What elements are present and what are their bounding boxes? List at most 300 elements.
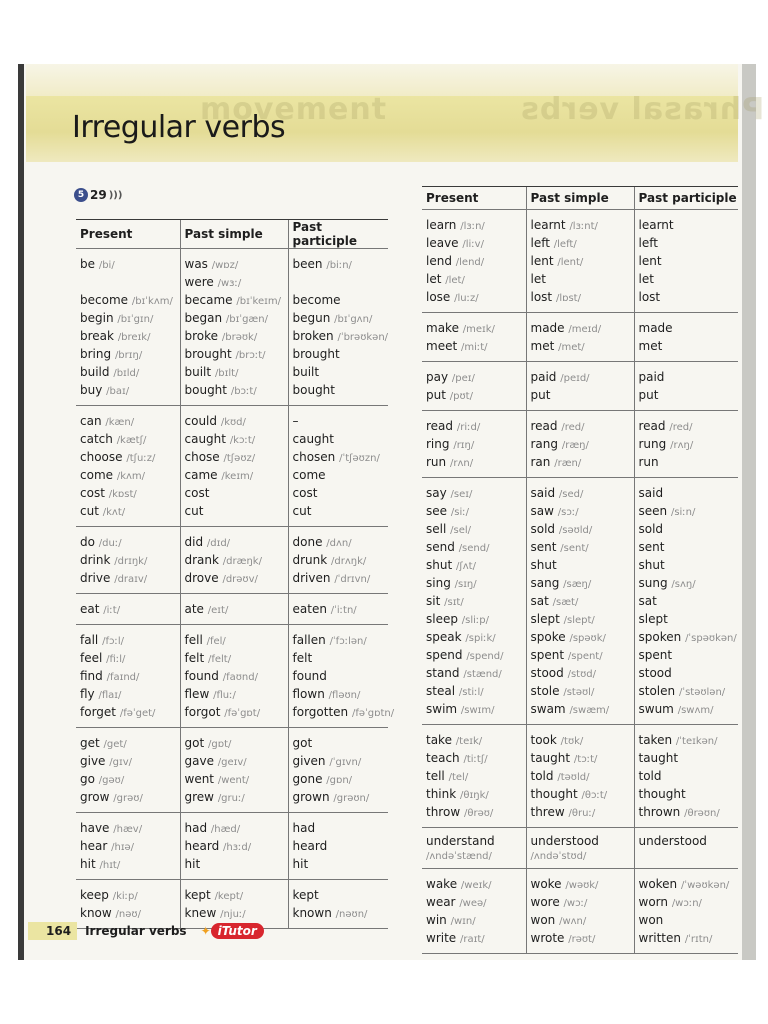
phonetic-transcription: /breɪk/ (117, 332, 151, 343)
verb-entry (293, 502, 389, 520)
verb-form: grow (80, 790, 110, 804)
phonetic-transcription: /wɔːn/ (671, 898, 702, 909)
verb-entry (639, 417, 739, 435)
table-row (422, 725, 738, 828)
phonetic-transcription: /təʊld/ (557, 772, 590, 783)
verb-form: ate (184, 602, 204, 616)
verb-form: stole (530, 684, 560, 698)
verb-entry (185, 752, 288, 770)
verb-entry (80, 788, 180, 806)
verb-form: become (292, 293, 341, 307)
verb-group (422, 210, 738, 313)
phonetic-transcription: /luːz/ (454, 293, 479, 304)
present-cell (76, 594, 180, 625)
phonetic-transcription: /ʌndəˈstʊd/ (530, 851, 587, 862)
verb-entry (531, 288, 634, 306)
phonetic-transcription: /wɔː/ (563, 898, 588, 909)
verb-entry (293, 255, 389, 273)
verb-form: hit (80, 857, 96, 871)
star-icon: ✦ (200, 924, 211, 938)
phonetic-transcription: /went/ (217, 775, 250, 786)
phonetic-transcription: /θrəʊn/ (684, 808, 720, 819)
verb-form: worn (638, 895, 668, 909)
verb-group (422, 478, 738, 725)
past-participle-cell (288, 594, 388, 625)
table-row (76, 813, 388, 880)
verb-entry (80, 703, 180, 721)
verb-group (422, 411, 738, 478)
verb-entry (80, 255, 180, 273)
verb-entry (185, 484, 288, 502)
verb-form: sat (638, 594, 657, 608)
verb-form: hit (184, 857, 201, 871)
verb-form: gone (292, 772, 323, 786)
verb-form: bring (80, 347, 112, 361)
verb-form: – (292, 414, 299, 428)
verb-form: swam (530, 702, 566, 716)
phonetic-transcription: /peɪ/ (451, 373, 475, 384)
phonetic-transcription: /hɪt/ (99, 860, 121, 871)
phonetic-transcription: /duː/ (98, 538, 122, 549)
verb-form: paid (530, 370, 557, 384)
present-cell (422, 210, 526, 313)
past-simple-cell (180, 625, 288, 728)
verb-entry (531, 453, 634, 471)
phonetic-transcription: /baɪ/ (106, 386, 130, 397)
verb-entry (531, 502, 634, 520)
phonetic-transcription: /met/ (558, 342, 585, 353)
present-cell (422, 828, 526, 869)
verb-entry (293, 685, 389, 703)
verb-entry (80, 770, 180, 788)
verb-form: broken (292, 329, 334, 343)
verb-form: lost (530, 290, 553, 304)
phonetic-transcription: /weɪk/ (460, 880, 492, 891)
verb-entry (639, 646, 739, 664)
verb-entry (531, 216, 634, 234)
verb-form: sang (530, 576, 560, 590)
verb-entry (531, 664, 634, 682)
verb-group (422, 869, 738, 954)
verb-form: drunk (292, 553, 328, 567)
verb-entry (185, 255, 288, 273)
verb-entry (185, 363, 288, 381)
verb-form: did (184, 535, 204, 549)
phonetic-transcription: /gɒt/ (208, 739, 232, 750)
verb-form: cut (80, 504, 99, 518)
phonetic-transcription: /spend/ (466, 651, 504, 662)
verb-entry (531, 270, 634, 288)
table-row (422, 313, 738, 362)
phonetic-transcription: /tiːtʃ/ (463, 754, 488, 765)
phonetic-transcription: /fiːl/ (106, 654, 126, 665)
audio-track-number: 29 (90, 188, 107, 202)
phonetic-transcription: /ˈtʃəʊzn/ (339, 453, 380, 464)
verb-entry (293, 569, 389, 587)
verb-entry (426, 502, 526, 520)
verb-form: hear (80, 839, 108, 853)
phonetic-transcription: /sliːp/ (461, 615, 490, 626)
phonetic-transcription: /stænd/ (463, 669, 502, 680)
phonetic-transcription: /kiːp/ (112, 891, 138, 902)
phonetic-transcription: /stiːl/ (458, 687, 484, 698)
verb-form: have (80, 821, 110, 835)
phonetic-transcription: /bɪˈgɪn/ (117, 314, 154, 325)
verb-form: knew (184, 906, 217, 920)
verb-form: rang (530, 437, 559, 451)
verb-entry (531, 929, 634, 947)
phonetic-transcription: /gruː/ (217, 793, 245, 804)
verb-form: bought (184, 383, 227, 397)
verb-entry (80, 904, 180, 922)
verb-entry (639, 368, 739, 386)
phonetic-transcription: /lɜːn/ (460, 221, 485, 232)
verb-entry (531, 875, 634, 893)
verb-form: wrote (530, 931, 565, 945)
phonetic-transcription: /keɪm/ (221, 471, 254, 482)
verb-entry (531, 682, 634, 700)
verb-entry (185, 273, 288, 291)
verb-form: pay (426, 370, 449, 384)
verb-form: sung (638, 576, 668, 590)
verb-form: sleep (426, 612, 458, 626)
verb-entry (531, 538, 634, 556)
column-header: Past simple (526, 187, 634, 210)
verb-entry (426, 556, 526, 574)
verb-form: cut (184, 504, 204, 518)
phonetic-transcription: /grəʊ/ (113, 793, 143, 804)
past-participle-cell (288, 813, 388, 880)
phonetic-transcription: /fəˈgɒt/ (224, 708, 261, 719)
verb-form: put (638, 388, 659, 402)
verb-entry (531, 417, 634, 435)
verb-form: bought (292, 383, 335, 397)
verb-entry (426, 803, 526, 821)
past-participle-cell (288, 625, 395, 728)
verb-form: begin (80, 311, 114, 325)
present-cell (422, 313, 526, 362)
table-header-row (422, 187, 738, 210)
phonetic-transcription: /drəʊv/ (222, 574, 258, 585)
verb-entry (80, 667, 180, 685)
verb-entry (293, 345, 389, 363)
verb-entry (531, 803, 634, 821)
verb-entry (426, 646, 526, 664)
past-participle-cell (288, 728, 388, 813)
verb-form: heard (292, 839, 328, 853)
verb-entry (531, 520, 634, 538)
verb-entry (639, 682, 739, 700)
verb-form: flown (292, 687, 325, 701)
verb-form: flew (184, 687, 210, 701)
verb-form: became (184, 293, 233, 307)
phonetic-transcription: /kept/ (214, 891, 244, 902)
present-cell (422, 869, 526, 954)
verb-form: slept (638, 612, 668, 626)
phonetic-transcription: /gɪv/ (109, 757, 132, 768)
table-row (76, 728, 388, 813)
phonetic-transcription: /iːt/ (103, 605, 121, 616)
verb-form: driven (292, 571, 331, 585)
phonetic-transcription: /rʌn/ (449, 458, 474, 469)
verb-group (422, 313, 738, 362)
phonetic-transcription: /tʃuːz/ (126, 453, 156, 464)
past-simple-cell (526, 313, 634, 362)
verb-form: got (292, 736, 313, 750)
verb-entry (185, 551, 288, 569)
verb-entry (185, 309, 288, 327)
verb-entry (531, 785, 634, 803)
itutor-logo (201, 923, 264, 939)
verb-form: was (184, 257, 208, 271)
verb-form: caught (184, 432, 226, 446)
verb-form: brought (184, 347, 232, 361)
column-header: Present (422, 187, 526, 210)
past-simple-cell (526, 725, 634, 828)
verb-form: learn (426, 218, 457, 232)
verb-form: teach (426, 751, 460, 765)
verb-form: find (80, 669, 103, 683)
past-participle-cell (288, 880, 388, 929)
verb-form: see (426, 504, 448, 518)
verb-form: shut (530, 558, 557, 572)
past-simple-cell (526, 210, 634, 313)
verb-form: write (426, 931, 457, 945)
verb-form: gave (184, 754, 214, 768)
verb-form: got (184, 736, 205, 750)
verb-form: seen (638, 504, 668, 518)
past-participle-cell (634, 478, 738, 725)
verb-form: become (80, 293, 129, 307)
phonetic-transcription: /hɜːd/ (223, 842, 252, 853)
verb-form: told (530, 769, 554, 783)
verb-entry (293, 855, 389, 873)
phonetic-transcription: /ˈgɪvn/ (329, 757, 362, 768)
verb-form: sent (638, 540, 665, 554)
verb-entry (426, 929, 526, 947)
verb-entry (293, 484, 389, 502)
verb-form: win (426, 913, 447, 927)
verb-form: stolen (638, 684, 676, 698)
verb-form: shut (426, 558, 453, 572)
phonetic-transcription: /sæŋ/ (563, 579, 592, 590)
verb-entry (426, 288, 526, 306)
phonetic-transcription: /meɪd/ (568, 324, 602, 335)
verb-entry (80, 533, 180, 551)
verb-form: cut (292, 504, 312, 518)
phonetic-transcription: /dræŋk/ (222, 556, 262, 567)
verb-form: send (426, 540, 455, 554)
verb-form: wear (426, 895, 456, 909)
phonetic-transcription: /wɜː/ (217, 278, 242, 289)
verb-entry (80, 649, 180, 667)
verb-entry (293, 466, 389, 484)
verb-form: felt (292, 651, 313, 665)
verb-entry (639, 875, 739, 893)
verb-form: spent (530, 648, 565, 662)
phonetic-transcription: /ʃʌt/ (456, 561, 476, 572)
verb-form: began (184, 311, 223, 325)
verb-entry (426, 911, 526, 929)
verb-entry (639, 749, 739, 767)
verb-form: lose (426, 290, 451, 304)
phonetic-transcription: /fluː/ (213, 690, 236, 701)
verb-entry (639, 574, 739, 592)
page-right-edge (742, 64, 756, 960)
verb-entry (293, 886, 389, 904)
verb-entry (639, 893, 739, 911)
verb-form: sit (426, 594, 441, 608)
phonetic-transcription: /miːt/ (461, 342, 488, 353)
verb-entry (80, 363, 180, 381)
verb-entry (80, 484, 180, 502)
verb-entry (639, 502, 739, 520)
phonetic-transcription: /tʃəʊz/ (223, 453, 256, 464)
phonetic-transcription: /sɔː/ (557, 507, 579, 518)
verb-form: heard (184, 839, 220, 853)
verb-form: be (80, 257, 95, 271)
verb-form: go (80, 772, 95, 786)
phonetic-transcription: /slept/ (563, 615, 595, 626)
past-simple-cell (526, 478, 634, 725)
verb-entry (531, 435, 634, 453)
phonetic-transcription: /brɔːt/ (235, 350, 266, 361)
phonetic-transcription: /seɪ/ (450, 489, 473, 500)
phonetic-transcription: /sel/ (450, 525, 472, 536)
table-row (76, 594, 388, 625)
phonetic-transcription: /sent/ (560, 543, 589, 554)
verb-entry (80, 327, 180, 345)
verb-form: slept (530, 612, 560, 626)
verb-form: had (292, 821, 316, 835)
verb-form: fell (184, 633, 203, 647)
phonetic-transcription: /dʌn/ (326, 538, 352, 549)
verb-form: taken (638, 733, 673, 747)
verb-entry (639, 929, 739, 947)
verb-entry (426, 574, 526, 592)
verb-entry (185, 904, 288, 922)
verb-form: throw (426, 805, 461, 819)
table-header-row (76, 220, 388, 249)
verb-entry (426, 252, 526, 270)
phonetic-transcription: /drɪŋk/ (114, 556, 148, 567)
phonetic-transcription: /lɒst/ (555, 293, 581, 304)
audio-unit-badge: 5 (74, 188, 88, 202)
verb-entry (426, 319, 526, 337)
verb-form: fly (80, 687, 95, 701)
verb-form: found (184, 669, 219, 683)
verb-form: left (638, 236, 658, 250)
verb-form: chose (184, 450, 220, 464)
verb-form: thought (530, 787, 578, 801)
audio-waves-icon: ))) (108, 189, 123, 201)
verb-entry (639, 337, 739, 355)
verb-entry (293, 600, 389, 618)
verb-group (76, 249, 388, 406)
phonetic-transcription: /spiːk/ (465, 633, 496, 644)
present-cell (422, 725, 526, 828)
phonetic-transcription: /bɪˈkeɪm/ (236, 296, 281, 307)
verb-entry (639, 538, 739, 556)
verb-entry (426, 234, 526, 252)
verb-entry (185, 327, 288, 345)
verb-form: feel (80, 651, 103, 665)
phonetic-transcription: /meɪk/ (462, 324, 495, 335)
verbs-table-left (76, 219, 395, 929)
verb-form: been (292, 257, 323, 271)
verb-form: found (292, 669, 327, 683)
verb-group (76, 594, 388, 625)
phonetic-transcription: /wʌn/ (559, 916, 587, 927)
verb-group (422, 725, 738, 828)
phonetic-transcription: /hæd/ (210, 824, 241, 835)
phonetic-transcription: /ˈdrɪvn/ (334, 574, 371, 585)
phonetic-transcription: /sæt/ (552, 597, 579, 608)
phonetic-transcription: /rɪŋ/ (453, 440, 475, 451)
verb-entry (426, 875, 526, 893)
verb-entry (292, 703, 395, 721)
verb-form: paid (638, 370, 665, 384)
phonetic-transcription: /sʌŋ/ (671, 579, 696, 590)
phonetic-transcription: /wɪn/ (450, 916, 476, 927)
verb-entry (80, 430, 180, 448)
verb-entry (426, 386, 526, 404)
table-row (422, 411, 738, 478)
phonetic-transcription: /kʊd/ (220, 417, 246, 428)
verb-entry (531, 368, 634, 386)
verb-entry (293, 381, 389, 399)
present-cell (76, 406, 180, 527)
verb-form: come (80, 468, 114, 482)
verb-entry (185, 631, 288, 649)
table-row (422, 828, 738, 869)
verb-form: drink (80, 553, 111, 567)
phonetic-transcription: /peɪd/ (560, 373, 590, 384)
phonetic-transcription: /kætʃ/ (116, 435, 147, 446)
verb-form: spend (426, 648, 463, 662)
verb-group (422, 362, 738, 411)
verbs-table-right (422, 186, 738, 954)
verb-form: swim (426, 702, 458, 716)
verb-entry (80, 309, 180, 327)
verb-entry (185, 502, 288, 520)
verb-entry (293, 649, 389, 667)
verb-form: grown (292, 790, 330, 804)
verb-form: do (80, 535, 95, 549)
phonetic-transcription: /ˈstəʊlən/ (678, 687, 726, 698)
verb-entry (426, 520, 526, 538)
phonetic-transcription: /felt/ (207, 654, 232, 665)
phonetic-transcription: /brəʊk/ (221, 332, 258, 343)
verb-form: wore (530, 895, 560, 909)
phonetic-transcription: /fəˈgɒtn/ (351, 708, 395, 719)
verb-form: rung (638, 437, 667, 451)
verb-form: caught (292, 432, 334, 446)
table-row (422, 869, 738, 954)
verb-entry (531, 767, 634, 785)
past-simple-cell (180, 594, 288, 625)
column-header: Past participle (288, 220, 388, 249)
empty-line (293, 273, 389, 291)
verb-form: shut (638, 558, 665, 572)
verb-form: kept (292, 888, 319, 902)
past-simple-cell (526, 828, 634, 869)
verb-form: fallen (292, 633, 326, 647)
phonetic-transcription: /njuː/ (220, 909, 246, 920)
verb-form: took (530, 733, 557, 747)
verb-entry (185, 466, 288, 484)
verb-entry (531, 628, 634, 646)
